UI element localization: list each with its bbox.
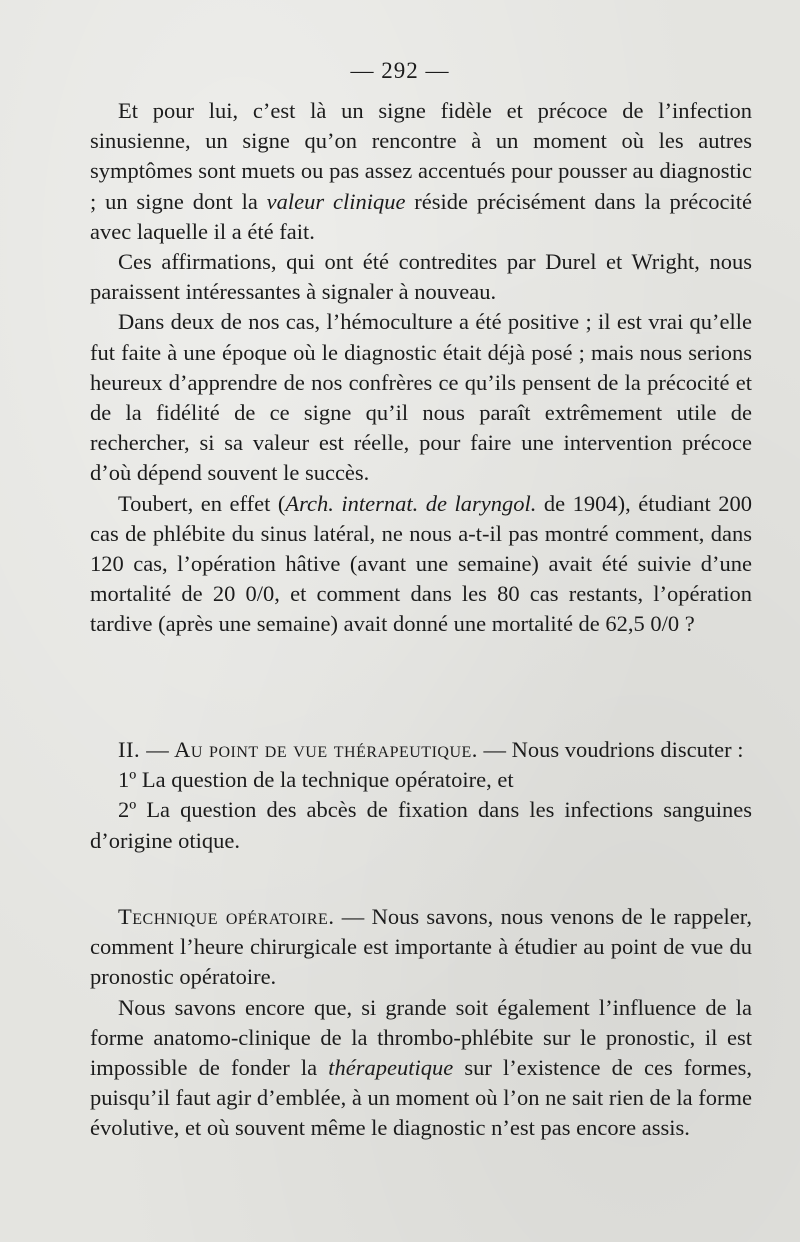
paragraph-4-text-b: de 1904), étudiant 200 cas de phlébite du sinus latéral, ne nous a-t-il pas montré comment, dans 120 cas, l’opération hâtive (avant une semaine) avait été suivie d’une mortalité de 20 0/0, et comment dans les 80 cas restants, l’opération tardive (après une semaine) avait donné une mortalité de 62,5 0/0 ? (90, 490, 752, 637)
paragraph-1-italic: valeur clinique (266, 188, 406, 214)
paragraph-5 (90, 735, 752, 765)
paragraph-5-text: — Nous voudrions discuter : (477, 737, 744, 762)
paragraph-9-text-a: Nous savons encore que, si grande soit également l’influence de la forme anatomo-clinique de la thrombo-phlébite sur le pronostic, il est impossible de fonder la (90, 994, 752, 1081)
paragraph-1-text-b: réside précisément dans la précocité avec laquelle il a été fait. (90, 188, 752, 244)
text-block-bottom (90, 902, 752, 1144)
paragraph-3: Dans deux de nos cas, l’hémoculture a été positive ; il est vrai qu’elle fut faite à une époque où le diagnostic était déjà posé ; mais nous serions heureux d’apprendre de nos confrères ce qu’ils pensent de la précocité et de la fidélité de ce signe qu’il nous paraît extrêmement utile de rechercher, si sa valeur est réelle, pour faire une intervention précoce d’où dépend souvent le succès. (90, 309, 752, 486)
paragraph-2: Ces affirmations, qui ont été contredites par Durel et Wright, nous paraissent intéressantes à signaler à nouveau. (90, 249, 752, 305)
text-block-middle (90, 735, 752, 856)
paragraph-8 (90, 902, 752, 993)
paragraph-4-italic: Arch. internat. de laryngol. (285, 490, 537, 516)
section-heading-technique: Technique opératoire. (118, 904, 335, 929)
page-number: — 292 — (350, 58, 450, 83)
list-item-2: 2º La question des abcès de fixation dans les infections sanguines d’origine otique. (90, 797, 752, 853)
section-heading-therapeutique: II. — Au point de vue thérapeutique. (118, 737, 478, 762)
paragraph-9-italic: thérapeutique (328, 1055, 454, 1081)
paragraph-9 (90, 993, 752, 1144)
paragraph-4-text-a: Toubert, en effet ( (118, 490, 286, 516)
paragraph-9-text-b: sur l’existence de ces formes, puisqu’il faut agir d’emblée, à un moment où l’on ne sait rien de la forme évolutive, et où souvent même le diagnostic n’est pas encore assis. (90, 1055, 752, 1141)
paragraph-8-text: — Nous savons, nous venons de le rappeler, comment l’heure chirurgicale est importante à étudier au point de vue du pronostic opératoire. (90, 904, 752, 990)
text-block-top (90, 96, 752, 640)
paragraph-1-text-a: Et pour lui, c’est là un signe fidèle et précoce de l’infection sinusienne, un signe qu’on rencontre à un moment où les autres symptômes sont muets ou pas assez accentués pour pousser au diagnostic ; un signe dont la (90, 98, 752, 214)
list-item-1: 1º La question de la technique opératoire, et (118, 767, 514, 793)
paragraph-1 (90, 96, 752, 247)
paragraph-4 (90, 489, 752, 640)
